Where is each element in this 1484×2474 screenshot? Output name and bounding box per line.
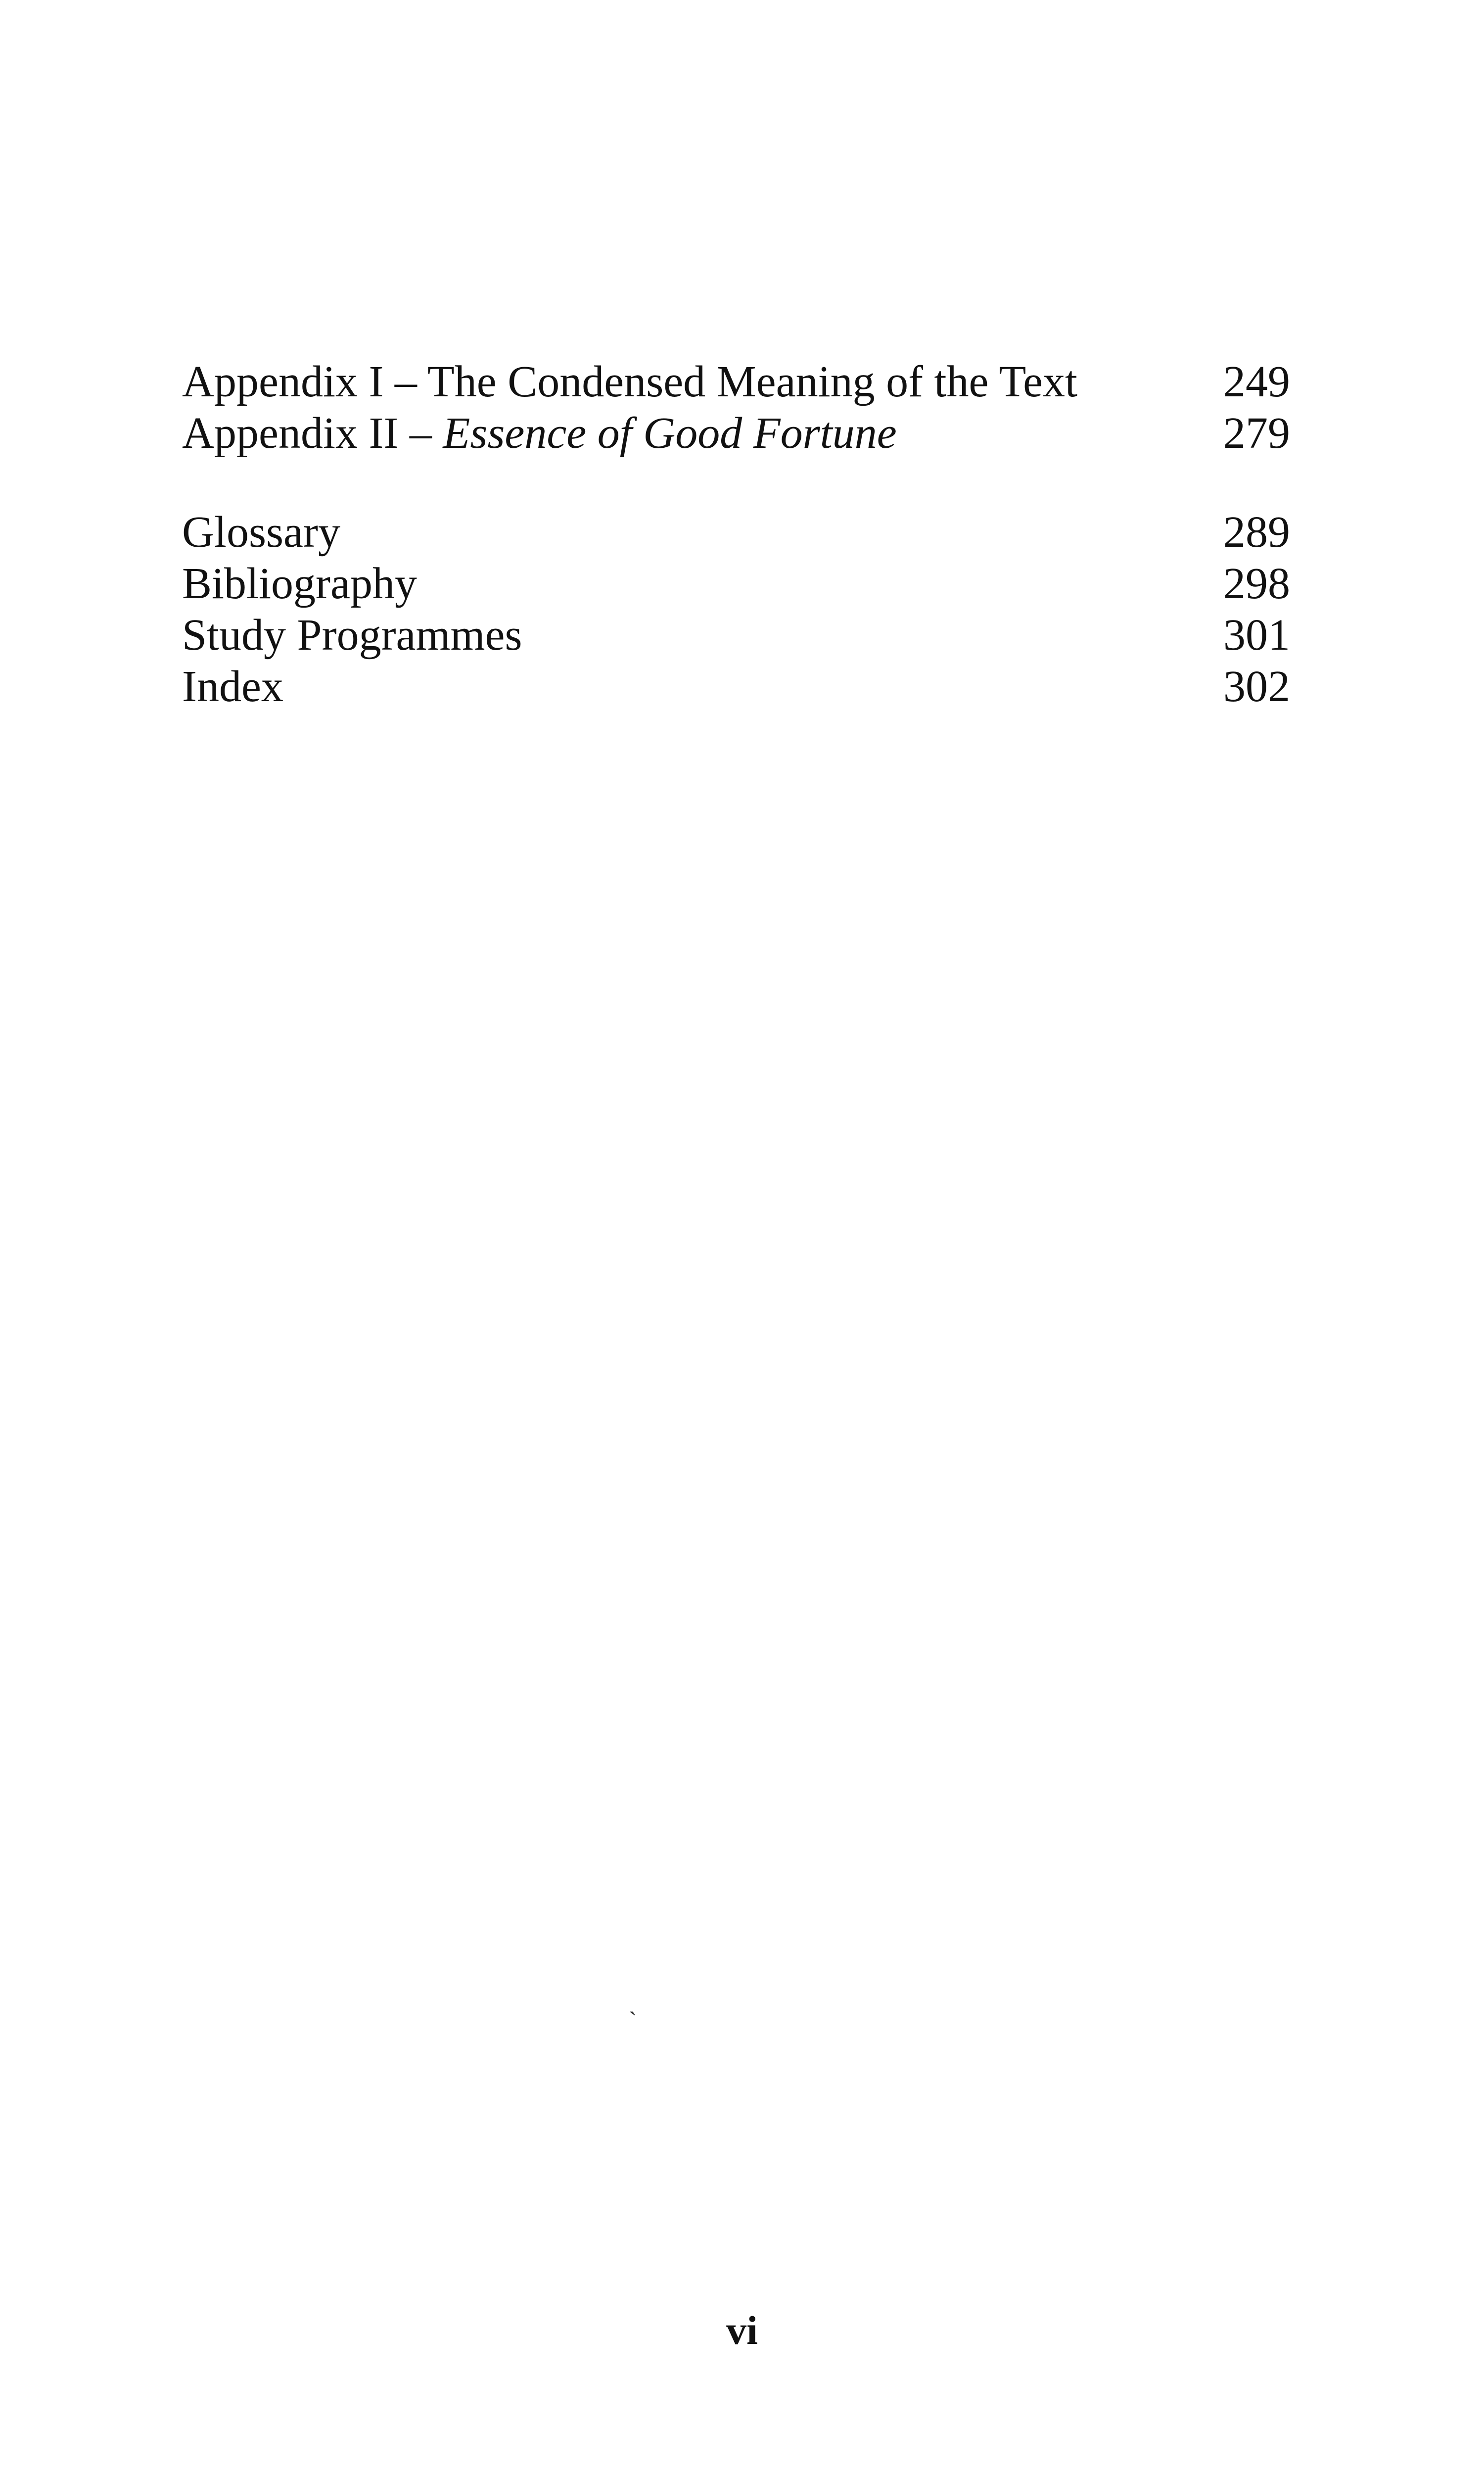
toc-section-gap [182,459,1290,507]
toc-entry-study-programmes [182,610,1290,661]
toc-entry-title: Index [182,662,283,711]
toc-entry-page-number: 289 [1223,508,1290,557]
toc-entry-title-italic: Essence of Good Fortune [443,409,897,458]
toc-entry-title: Bibliography [182,559,417,608]
toc-entry-title: Glossary [182,508,340,557]
page-number: vi [726,2308,758,2353]
table-of-contents [182,356,1290,713]
toc-entry-title: Appendix I – The Condensed Meaning of the Text [182,357,1078,406]
toc-entry-index [182,661,1290,713]
toc-entry-page-number: 301 [1223,611,1290,660]
toc-entry-page-number: 302 [1223,662,1290,711]
toc-entry-title-prefix: Appendix II – [182,409,443,458]
toc-entry-appendix-1 [182,356,1290,408]
toc-entry-glossary [182,507,1290,558]
toc-entry-page-number: 249 [1223,357,1290,406]
toc-entry-appendix-2 [182,408,1290,459]
toc-entry-title [182,408,897,459]
toc-entry-bibliography [182,558,1290,610]
toc-entry-title: Study Programmes [182,611,522,660]
toc-entry-page-number: 279 [1223,409,1290,458]
stray-ink-mark: ˏ [629,1988,637,2015]
toc-entry-page-number: 298 [1223,559,1290,608]
